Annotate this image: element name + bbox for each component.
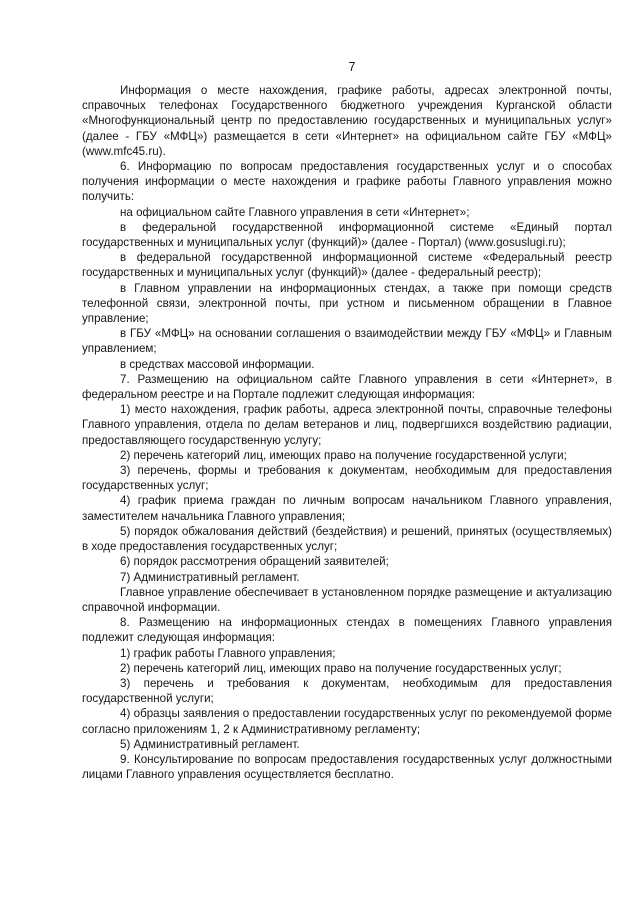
list-item-7-7: 7) Административный регламент. [120, 570, 300, 584]
list-item-8-2: 2) перечень категорий лиц, имеющих право на получение государственных услуг; [120, 661, 562, 675]
paragraph-item-9: 9. Консультирование по вопросам предоставления государственных услуг должностными лицами Главного управления осуществляется бесплатно. [82, 752, 612, 782]
paragraph-info-stands: в Главном управлении на информационных стендах, а также при помощи средств телефонной связи, электронной почты, при устном и письменном обращении в Главное управление; [82, 281, 612, 326]
paragraph-mass-media: в средствах массовой информации. [120, 357, 315, 371]
document-body [82, 83, 612, 782]
list-item-8-5: 5) Административный регламент. [120, 737, 300, 751]
paragraph-item-7: 7. Размещению на официальном сайте Главного управления в сети «Интернет», в федеральном реестре и на Портале подлежит следующая информация: [82, 372, 612, 402]
list-item-8-4: 4) образцы заявления о предоставлении государственных услуг по рекомендуемой форме согласно приложениям 1, 2 к Административному регламенту; [82, 707, 612, 736]
list-item-7-6: 6) порядок рассмотрения обращений заявителей; [120, 555, 389, 569]
list-item-7-3: 3) перечень, формы и требования к документам, необходимым для предоставления государственных услуг; [82, 464, 612, 493]
page-number: 7 [348, 60, 356, 74]
list-item-8-3: 3) перечень и требования к документам, необходимым для предоставления государственной услуги; [82, 676, 612, 706]
list-item-8-1: 1) график работы Главного управления; [120, 646, 336, 660]
paragraph-item-8: 8. Размещению на информационных стендах в помещениях Главного управления подлежит следующая информация: [82, 616, 612, 645]
paragraph-federal-registry: в федеральной государственной информационной системе «Федеральный реестр государственных и муниципальных услуг (функций)» (далее - федеральный реестр); [82, 251, 612, 280]
paragraph-mfc-info: Информация о месте нахождения, графике работы, адресах электронной почты, справочных телефонах Государственного бюджетного учреждения Курганской области «Многофункциональный центр по предоставлению государственных и муниципальных услуг» (далее - ГБУ «МФЦ») размещается в сети «Интернет» на официальном сайте ГБУ «МФЦ» (www.mfc45.ru). [82, 84, 612, 158]
list-item-7-5: 5) порядок обжалования действий (бездействия) и решений, принятых (осуществляемых) в ходе предоставления государственных услуг; [82, 524, 612, 554]
paragraph-actualization: Главное управление обеспечивает в установленном порядке размещение и актуализацию справочной информации. [82, 585, 612, 614]
paragraph-official-site: на официальном сайте Главного управления в сети «Интернет»; [120, 205, 470, 219]
paragraph-portal: в федеральной государственной информационной системе «Единый портал государственных и муниципальных услуг (функций)» (далее - Портал) (www.gosuslugi.ru); [82, 220, 612, 250]
list-item-7-4: 4) график приема граждан по личным вопросам начальником Главного управления, заместителем начальника Главного управления; [82, 494, 612, 523]
paragraph-mfc-agreement: в ГБУ «МФЦ» на основании соглашения о взаимодействии между ГБУ «МФЦ» и Главным управлением; [82, 327, 612, 356]
paragraph-item-6: 6. Информацию по вопросам предоставления государственных услуг и о способах получения информации о месте нахождения и графике работы Главного управления можно получить: [82, 160, 612, 204]
list-item-7-1: 1) место нахождения, график работы, адреса электронной почты, справочные телефоны Главного управления, отдела по делам ветеранов и лиц, подвергшихся воздействию радиации, предоставляющего государственную услугу; [82, 403, 612, 447]
list-item-7-2: 2) перечень категорий лиц, имеющих право на получение государственной услуги; [120, 448, 567, 462]
